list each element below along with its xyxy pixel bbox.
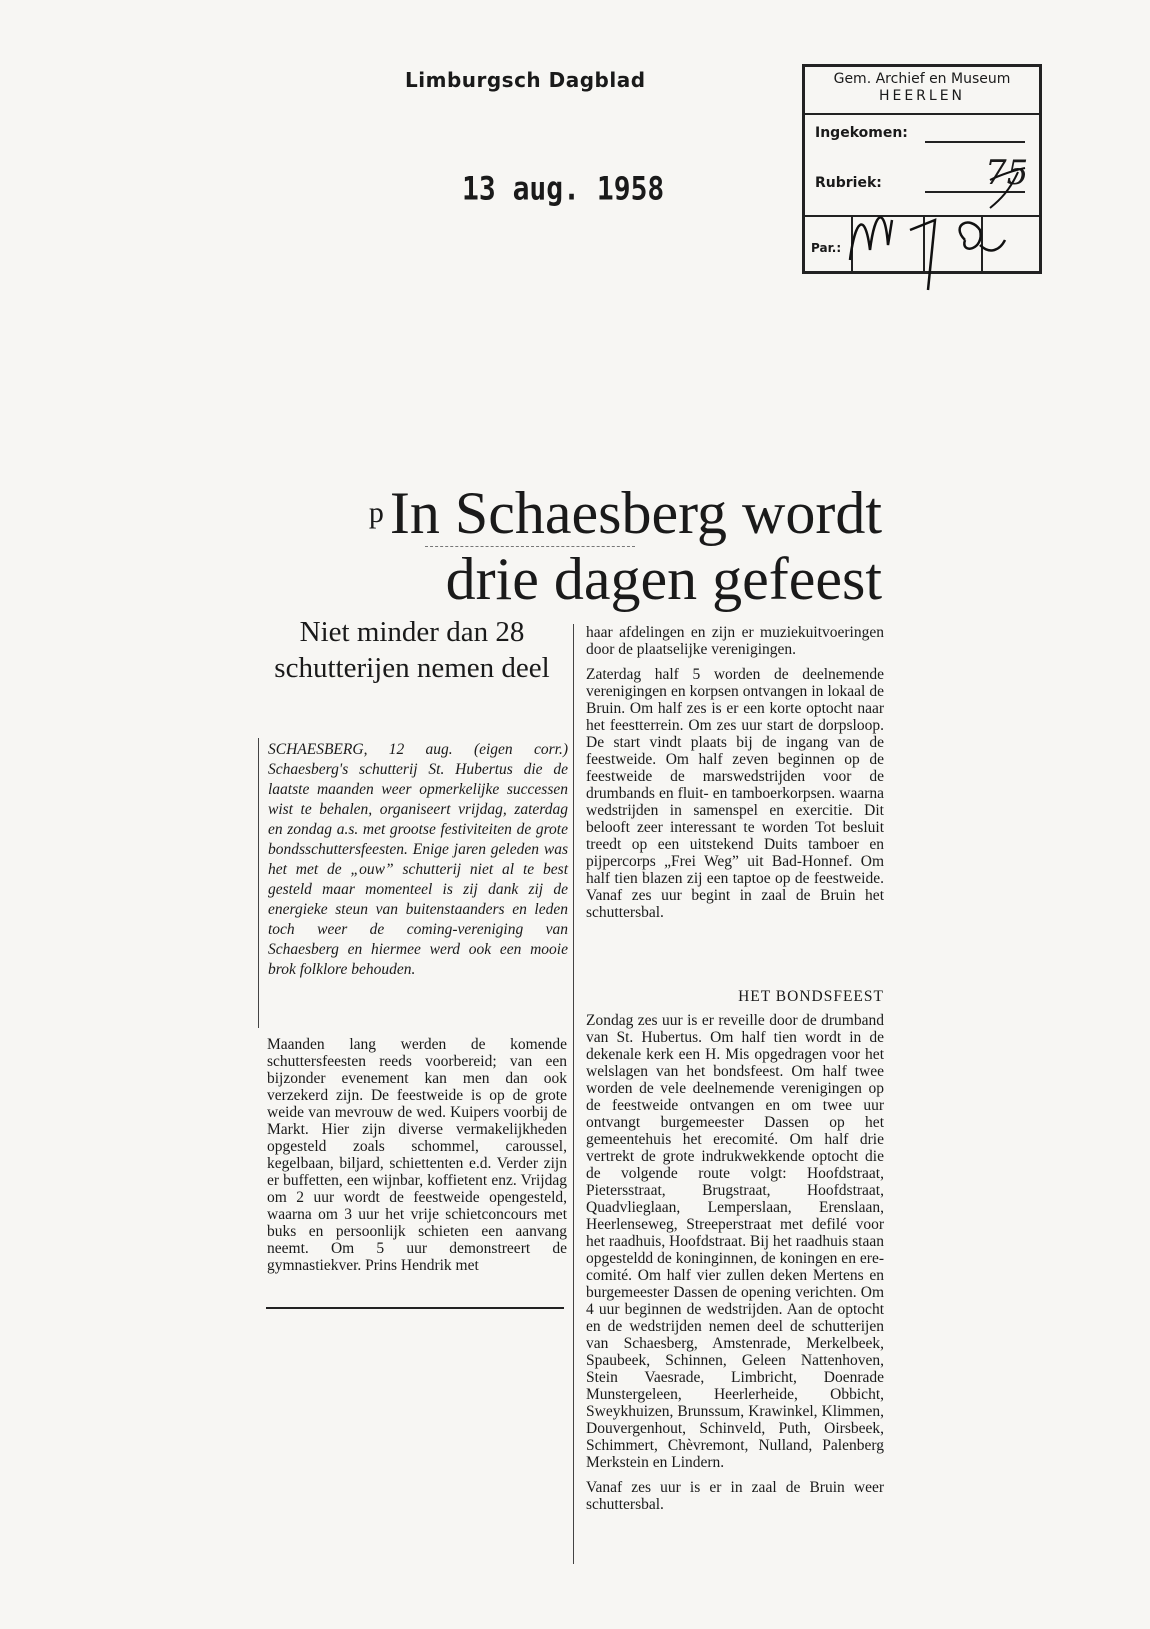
handwritten-initials (840, 150, 1060, 310)
newspaper-name: Limburgsch Dagblad (405, 68, 646, 92)
lead-rule (258, 738, 259, 1028)
stamp-received-row (815, 117, 1029, 147)
section-heading: HET BONDSFEEST (738, 988, 884, 1005)
headline-rule (425, 546, 635, 547)
article-headline: $^p$ In Schaesberg wordt drie dagen gefeest (368, 480, 882, 612)
stamp-header (805, 67, 1039, 115)
article-column-right-lower (586, 1012, 884, 1521)
column-divider (573, 624, 574, 1564)
stamp-city: HEERLEN (878, 88, 966, 104)
article-column-right (586, 624, 884, 929)
article-column-left (267, 1036, 567, 1282)
right-paragraph-1: haar afdelingen en zijn er muziekuitvoeringen door de plaatselijke verenigingen. (586, 624, 884, 658)
stamp-rubric-value: 75 (985, 153, 1029, 193)
headline-text: In Schaesberg wordt drie dagen gefeest (389, 480, 882, 612)
article-lead: SCHAESBERG, 12 aug. (eigen corr.) Schaesberg's schutterij St. Hubertus die de laatste maanden weer opmerkelijke successen wist te behalen, organiseert vrijdag, zaterdag en zondag a.s. met grootse festiviteiten de grote bondsschuttersfeesten. Enige jaren geleden was het met de „ouw” schutterij niet al te best gesteld maar momenteel is zij dank zij de energieke steun van buitenstaanders en leden toch weer de coming-vereniging van Schaesberg en hiermee werd ook een mooie brok folklore behouden. (268, 741, 568, 978)
stamp-rubric-label: Rubriek: (815, 175, 882, 191)
right-paragraph-4: Vanaf zes uur is er in zaal de Bruin weer schuttersbal. (586, 1479, 884, 1513)
clipping-date: 13 aug. 1958 (462, 169, 665, 208)
column-end-rule (266, 1307, 564, 1309)
stamp-par-label: Par.: (811, 241, 842, 255)
stamp-institution: Gem. Archief en Museum (833, 71, 1011, 87)
stamp-received-label: Ingekomen: (815, 125, 908, 141)
right-paragraph-2: Zaterdag half 5 worden de deelnemende verenigingen en korpsen ontvangen in lokaal de Bruin. Om half zes is er een korte optocht naar het feestterrein. Om zes uur start de dorpsloop. De start vindt plaats bij de ingang van de feestweide. Om half zeven beginnen op de feestweide de marswedstrijden voor de drumbands en fluit- en tamboerkorpsen. waarna wedstrijden in samenspel en exercitie. Dit belooft zeer interessant te worden Tot besluit treedt op een uitstekend Duits tamboer en pijpercorps „Frei Weg” uit Bad-Honnef. Om half tien blazen zij een taptoe op de feestweide. Vanaf zes uur begint in zaal de Bruin het schuttersbal. (586, 666, 884, 921)
right-paragraph-3: Zondag zes uur is er reveille door de drumband van St. Hubertus. Om half tien wordt in de dekenale kerk een H. Mis opgedragen voor het welslagen van het bondsfeest. Om half twee worden de vele deelnemende verenigingen op de feestweide ontvangen en om twee uur ontvangt burgemeester Dassen op het gemeentehuis het erecomité. Om half drie vertrekt de grote indrukwekkende optocht die de volgende route volgt: Hoofdstraat, Pietersstraat, Brugstraat, Hoofdstraat, Quadvlieglaan, Lemperslaan, Erenslaan, Heerlenseweg, Streeperstraat met defilé voor het raadhuis, Hoofdstraat. Bij het raadhuis staan opgesteldd de koninginnen, de koningen en ere-comité. Om half vier zullen deken Mertens en burgemeester Dassen de opening verichten. Om 4 uur beginnen de wedstrijden. Aan de optocht en de wedstrijden nemen deel de schutterijen van Schaesberg, Amstenrade, Merkelbeek, Spaubeek, Schinnen, Geleen Nattenhoven, Stein Vaesrade, Limbricht, Doenrade Munstergeleen, Heerlerheide, Obbicht, Sweykhuizen, Brunssum, Krawinkel, Klimmen, Douvergenhout, Schinveld, Puth, Oirsbeek, Schimmert, Chèvremont, Nulland, Palenberg Merkstein en Lindern. (586, 1012, 884, 1471)
article-subheadline: Niet minder dan 28 schutterijen nemen deel (274, 616, 550, 684)
left-paragraph: Maanden lang werden de komende schuttersfeesten reeds voorbereid; van een bijzonder evenement kan men dan ook verzekerd zijn. De feestweide is op de grote weide van mevrouw de wed. Kuipers voorbij de Markt. Hier zijn diverse vermakelijkheden opgesteld zoals schommel, caroussel, kegelbaan, biljard, schiettenten e.d. Verder zijn er buffetten, een wijnbar, koffietent enz. Vrijdag om 2 uur wordt de feestweide opengesteld, waarna om 3 uur het vrije schietconcours met buks en persoonlijk schieten een aanvang neemt. Om 5 uur demonstreert de gymnastiekver. Prins Hendrik met (267, 1036, 567, 1274)
